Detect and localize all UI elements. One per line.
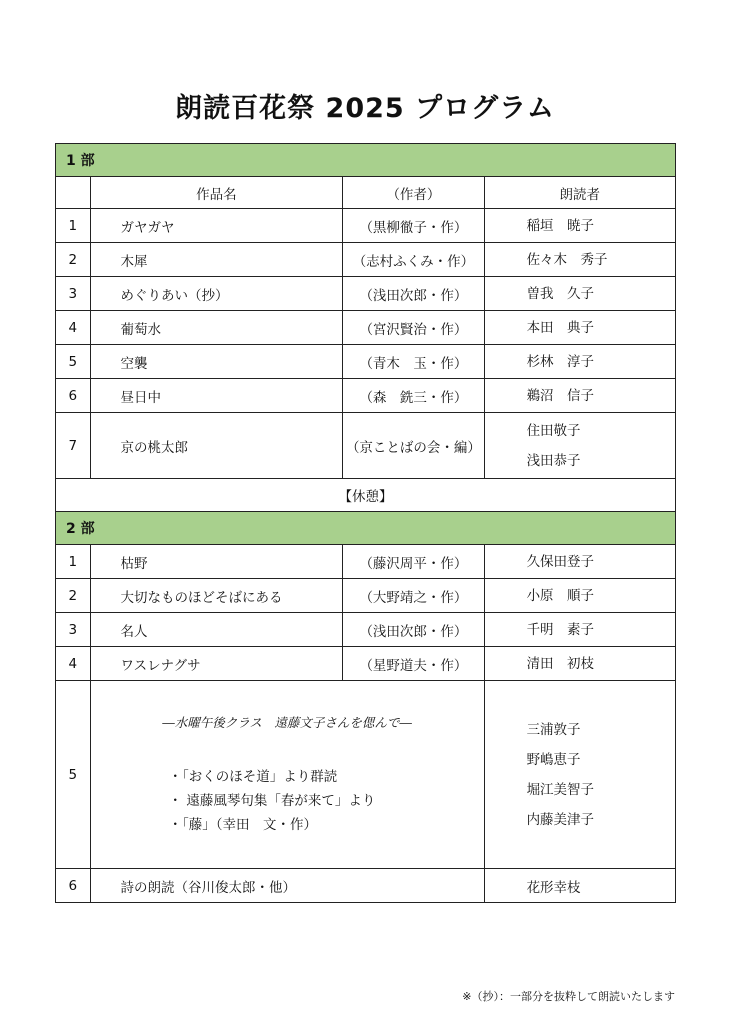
special-items <box>121 765 484 837</box>
readers <box>484 613 675 647</box>
footnote: ※（抄）：一部分を抜粋して朗読いたします <box>462 990 675 1003</box>
reader-name: 鵜沼 信子 <box>526 387 595 404</box>
part1-rows <box>56 209 676 479</box>
reader-name: 清田 初枝 <box>526 655 595 672</box>
row-number: 3 <box>56 277 91 311</box>
work-title: めぐりあい（抄） <box>90 277 343 311</box>
last-row <box>56 869 676 903</box>
readers <box>484 413 675 479</box>
page-title: 朗読百花祭 2025 プログラム <box>175 93 555 124</box>
column-header-row <box>56 177 676 209</box>
work-title: 木犀 <box>90 243 343 277</box>
row-number: 7 <box>56 413 91 479</box>
row-number: 6 <box>56 869 91 903</box>
work-author: （浅田次郎・作） <box>343 277 484 311</box>
work-author: （星野道夫・作） <box>343 647 484 681</box>
special-row <box>56 681 676 869</box>
part2-header <box>56 512 676 545</box>
reader-name: 千明 素子 <box>526 621 595 638</box>
program-row <box>56 277 676 311</box>
work-author: （浅田次郎・作） <box>343 613 484 647</box>
program-item: ・「おくのほそ道」より群読 <box>168 768 338 785</box>
memorial-subtitle: ―水曜午後クラス 遠藤文子さんを偲んで― <box>162 714 412 730</box>
reader-name: 杉林 淳子 <box>526 353 595 370</box>
reader-name: 浅田恭子 <box>526 452 581 469</box>
part2-rows <box>56 545 676 681</box>
work-author: （志村ふくみ・作） <box>343 243 484 277</box>
work-title: 大切なものほどそばにある <box>90 579 343 613</box>
row-number: 1 <box>56 545 91 579</box>
program-row <box>56 579 676 613</box>
readers <box>484 243 675 277</box>
reader-name: 住田敬子 <box>526 422 581 439</box>
author-column-header: （作者） <box>343 177 484 209</box>
readers <box>484 379 675 413</box>
work-title: 昼日中 <box>90 379 343 413</box>
reader-name: 曽我 久子 <box>526 285 595 302</box>
work-title: 葡萄水 <box>90 311 343 345</box>
program-row <box>56 647 676 681</box>
title-column-header: 作品名 <box>90 177 343 209</box>
reader-name: 佐々木 秀子 <box>526 251 608 268</box>
program-row <box>56 311 676 345</box>
work-title: 詩の朗読（谷川俊太郎・他） <box>90 869 484 903</box>
row-number: 4 <box>56 311 91 345</box>
work-title: 枯野 <box>90 545 343 579</box>
reader-name: 本田 典子 <box>526 319 595 336</box>
row-number: 1 <box>56 209 91 243</box>
program-row <box>56 613 676 647</box>
reader-name: 三浦敦子 <box>526 721 581 738</box>
row-number: 5 <box>56 345 91 379</box>
program-row <box>56 209 676 243</box>
work-title: ワスレナグサ <box>90 647 343 681</box>
readers <box>484 345 675 379</box>
program-row <box>56 243 676 277</box>
row-number: 4 <box>56 647 91 681</box>
readers <box>484 579 675 613</box>
work-author: （大野靖之・作） <box>343 579 484 613</box>
reader-name: 野嶋恵子 <box>526 751 581 768</box>
program-row <box>56 545 676 579</box>
readers <box>484 277 675 311</box>
work-author: （黒柳徹子・作） <box>343 209 484 243</box>
program-item: ・ 遠藤風琴句集「春が来て」より <box>168 792 376 809</box>
readers <box>484 311 675 345</box>
reader-name: 稲垣 暁子 <box>526 217 595 234</box>
program-row <box>56 413 676 479</box>
part2-label: 2 部 <box>56 512 676 545</box>
reader-name: 花形幸枝 <box>484 869 675 903</box>
row-number: 2 <box>56 579 91 613</box>
reader-column-header: 朗読者 <box>484 177 675 209</box>
work-author: （青木 玉・作） <box>343 345 484 379</box>
reader-name: 内藤美津子 <box>526 811 595 828</box>
work-author: （京ことばの会・編） <box>343 413 484 479</box>
row-number: 2 <box>56 243 91 277</box>
special-readers <box>484 681 675 869</box>
work-title: ガヤガヤ <box>90 209 343 243</box>
work-title: 空襲 <box>90 345 343 379</box>
break-label: 【休憩】 <box>56 479 676 512</box>
row-number: 5 <box>56 681 91 869</box>
row-number: 3 <box>56 613 91 647</box>
program-item: ・「藤」（幸田 文・作） <box>168 816 318 833</box>
work-author: （宮沢賢治・作） <box>343 311 484 345</box>
program-row <box>56 379 676 413</box>
reader-name: 堀江美智子 <box>526 781 595 798</box>
part1-label: 1 部 <box>56 144 676 177</box>
work-title: 名人 <box>90 613 343 647</box>
program-row <box>56 345 676 379</box>
work-author: （森 銑三・作） <box>343 379 484 413</box>
work-author: （藤沢周平・作） <box>343 545 484 579</box>
break-row <box>56 479 676 512</box>
program-table <box>55 143 676 903</box>
reader-name: 久保田登子 <box>526 553 595 570</box>
work-title: 京の桃太郎 <box>90 413 343 479</box>
reader-name: 小原 順子 <box>526 587 595 604</box>
readers <box>484 647 675 681</box>
readers <box>484 545 675 579</box>
readers <box>484 209 675 243</box>
row-number: 6 <box>56 379 91 413</box>
special-program <box>90 681 484 869</box>
part1-header <box>56 144 676 177</box>
